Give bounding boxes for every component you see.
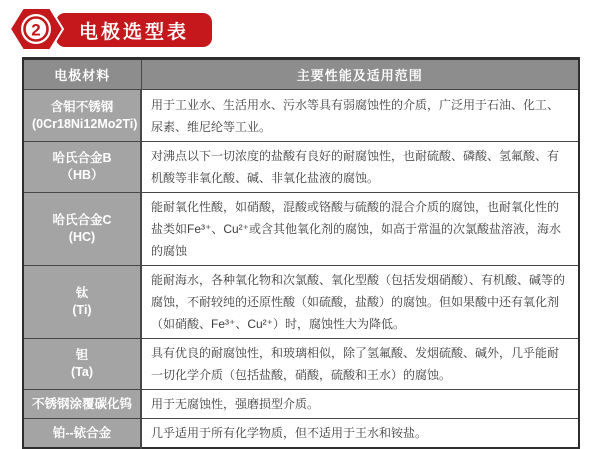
description-cell: 能耐海水，各种氧化物和次氯酸、氧化型酸（包括发烟硝酸）、有机酸、碱等的腐蚀，不耐较纯的还原性酸（如硫酸，盐酸）的腐蚀。但如果酸中还有氧化剂（如硝酸、Fe³⁺、Cu²⁺）时，腐蚀性大为降低。	[141, 266, 579, 339]
table-header-row	[23, 59, 579, 90]
table-row	[23, 142, 579, 193]
material-grade: (0Cr18Ni12Mo2Ti)	[32, 116, 138, 131]
material-grade: (HC)	[68, 230, 96, 244]
material-cell	[23, 142, 141, 193]
page-title: 电极选型表	[78, 21, 189, 43]
material-cell	[23, 419, 141, 449]
description-cell: 用于无腐蚀性，强磨损型介质。	[141, 390, 579, 419]
material-name: 哈氏合金C	[52, 213, 112, 227]
description-cell: 用于工业水、生活用水、污水等具有弱腐蚀性的介质，广泛用于石油、化工、尿素、维尼纶等工业。	[141, 90, 579, 142]
table-row	[23, 339, 579, 390]
material-name: 哈氏合金B	[52, 151, 112, 165]
column-header-material: 电极材料	[23, 59, 141, 90]
description-cell: 对沸点以下一切浓度的盐酸有良好的耐腐蚀性，也耐硫酸、磷酸、氢氟酸、有机酸等非氧化酸、碱、非氧化盐液的腐蚀。	[141, 142, 579, 193]
material-cell	[23, 266, 141, 339]
step-number-badge	[8, 4, 64, 54]
material-cell	[23, 193, 141, 266]
table-row	[23, 266, 579, 339]
material-cell	[23, 339, 141, 390]
table-row	[23, 90, 579, 142]
material-cell	[23, 90, 141, 142]
material-grade: (Ti)	[72, 303, 92, 317]
badge-number: 2	[31, 20, 41, 40]
material-name: 钛	[75, 286, 89, 300]
material-name: 铂--铱合金	[52, 425, 112, 440]
column-header-description: 主要性能及适用范围	[141, 59, 579, 90]
material-name: 钽	[75, 348, 89, 362]
table-row	[23, 390, 579, 419]
table-row	[23, 419, 579, 449]
page-header	[0, 0, 600, 57]
section-title-ribbon	[56, 13, 212, 47]
description-cell: 能耐氧化性酸，如硝酸，混酸或铬酸与硫酸的混合介质的腐蚀，也耐氧化性的盐类如Fe³⁺、Cu²⁺或含其他氧化剂的腐蚀，如高于常温的次氯酸盐溶液，海水的腐蚀	[141, 193, 579, 266]
description-cell: 几乎适用于所有化学物质，但不适用于王水和铵盐。	[141, 419, 579, 449]
material-grade: （HB）	[60, 168, 104, 182]
description-cell: 具有优良的耐腐蚀性，和玻璃相似，除了氢氟酸、发烟硫酸、碱外，几乎能耐一切化学介质（包括盐酸，硝酸，硫酸和王水）的腐蚀。	[141, 339, 579, 390]
material-name: 含钼不锈钢	[50, 99, 114, 114]
material-grade: (Ta)	[71, 365, 93, 379]
table-row	[23, 193, 579, 266]
material-cell	[23, 390, 141, 419]
material-name: 不锈钢涂覆碳化钨	[32, 396, 133, 411]
electrode-selection-table	[22, 57, 580, 449]
